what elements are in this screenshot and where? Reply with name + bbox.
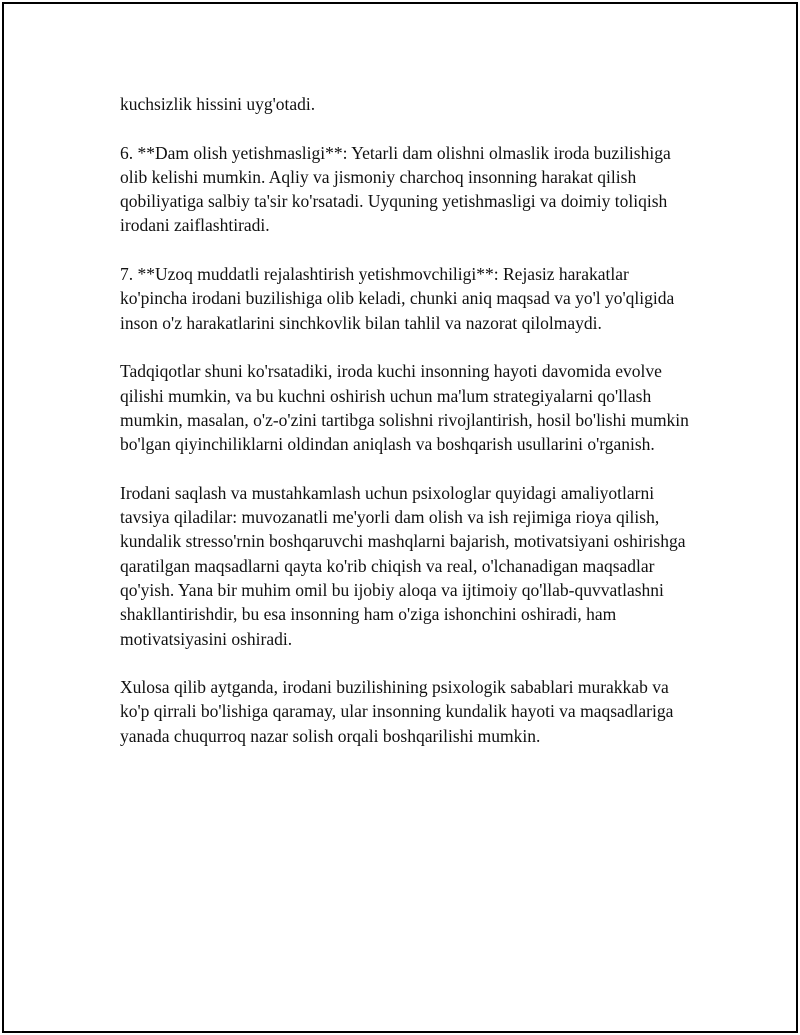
paragraph-recommendations: Irodani saqlash va mustahkamlash uchun psixologlar quyidagi amaliyotlarni tavsiya qiladilar: muvozanatli me'yorli dam olish va ish rejimiga rioya qilish, kundalik stresso'rnin boshqaruvchi mashqlarni bajarish, motivatsiyani oshirishga qaratilgan maqsadlarni qayta ko'rib chiqish va real, o'lchanadigan maqsadlar qo'yish. Yana bir muhim omil bu ijobiy aloqa va ijtimoiy qo'llab-quvvatlashni shakllantirishdir, bu esa insonning ham o'ziga ishonchini oshiradi, ham motivatsiyasini oshiradi.: [120, 482, 686, 649]
document-page: [2, 2, 798, 1033]
paragraph-research: Tadqiqotlar shuni ko'rsatadiki, iroda kuchi insonning hayoti davomida evolve qilishi mumkin, va bu kuchni oshirish uchun ma'lum strategiyalarni qo'llash mumkin, masalan, o'z-o'zini tartibga solishni rivojlantirish, hosil bo'lishi mumkin bo'lgan qiyinchiliklarni oldindan aniqlash va boshqarish usullarini o'rganish.: [120, 361, 689, 455]
paragraph-conclusion: Xulosa qilib aytganda, irodani buzilishining psixologik sabablari murakkab va ko'p qirrali bo'lishiga qaramay, ular insonning kundalik hayoti va maqsadlariga yanada chuqurroq nazar solish orqali boshqarilishi mumkin.: [120, 677, 674, 746]
paragraph-planning-deficit: 7. **Uzoq muddatli rejalashtirish yetishmovchiligi**: Rejasiz harakatlar ko'pincha irodani buzilishiga olib keladi, chunki aniq maqsad va yo'l yo'qligida inson o'z harakatlarini sinchkovlik bilan tahlil va nazorat qilolmaydi.: [120, 264, 675, 333]
paragraph-continuation: kuchsizlik hissini uyg'otadi.: [120, 94, 316, 114]
paragraph-rest-deficit: 6. **Dam olish yetishmasligi**: Yetarli dam olishni olmaslik iroda buzilishiga olib kelishi mumkin. Aqliy va jismoniy charchoq insonning harakat qilish qobiliyatiga salbiy ta'sir ko'rsatadi. Uyquning yetishmasligi va doimiy toliqish irodani zaiflashtiradi.: [120, 142, 671, 236]
document-body: [120, 92, 690, 748]
